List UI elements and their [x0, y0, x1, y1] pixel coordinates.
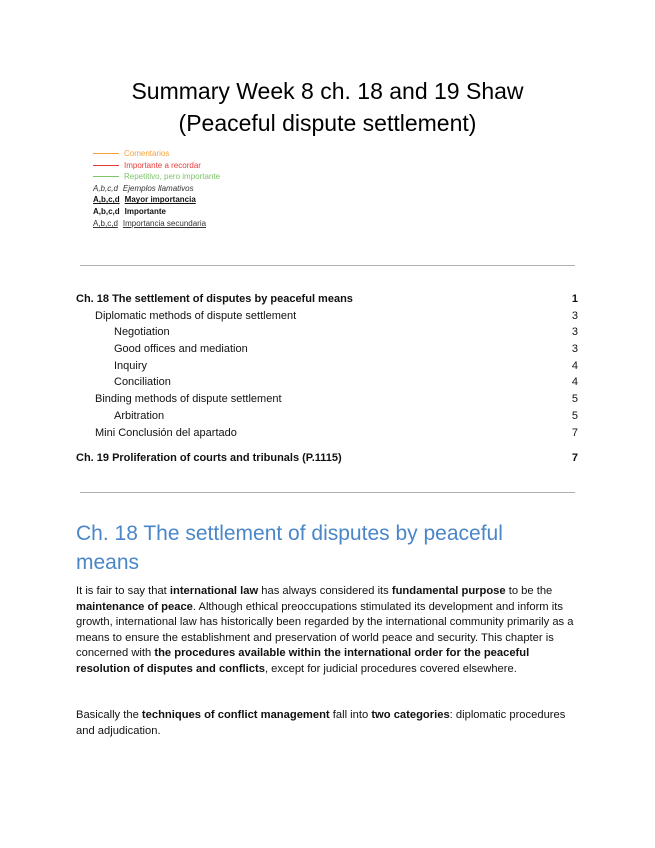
toc-entry-mini-conclusion[interactable]	[76, 426, 578, 440]
toc-entry-page: 7	[571, 452, 578, 464]
bold-text-run: two categories	[371, 709, 450, 721]
toc-entry-page: 3	[571, 310, 578, 322]
legend-important	[93, 206, 220, 218]
legend-prefix: A,b,c,d	[93, 183, 118, 193]
body-paragraph-1	[76, 584, 581, 678]
legend-label: Comentarios	[124, 149, 170, 158]
toc-entry-label: Ch. 18 The settlement of disputes by peaceful means	[76, 293, 353, 305]
text-run: It is fair to say that	[76, 585, 170, 597]
toc-entry-page: 5	[571, 410, 578, 422]
toc-entry-label: Mini Conclusión del apartado	[95, 427, 237, 439]
text-run: : diplomatic procedures and adjudication.	[76, 709, 566, 737]
toc-entry-inquiry[interactable]	[76, 359, 578, 373]
legend-prefix: A,b,c,d	[93, 218, 118, 228]
legend-secondary-importance	[93, 218, 220, 230]
text-run: has always considered its	[258, 585, 392, 597]
text-run: fall into	[329, 709, 372, 721]
toc-entry-negotiation[interactable]	[76, 325, 578, 339]
legend-comments	[93, 148, 220, 160]
body-paragraph-2	[76, 708, 581, 739]
toc-entry-page: 3	[571, 326, 578, 338]
legend-label: Ejemplos llamativos	[122, 183, 194, 193]
toc-entry-label: Ch. 19 Proliferation of courts and tribunals (P.1115)	[76, 452, 342, 464]
bold-text-run: maintenance of peace	[76, 600, 193, 613]
toc-entry-page: 5	[571, 393, 578, 405]
toc-entry-label: Inquiry	[114, 360, 148, 372]
toc-entry-binding-methods[interactable]	[76, 392, 578, 406]
section-heading-line-1: Ch. 18 The settlement of disputes by peaceful	[76, 522, 503, 545]
orange-line-swatch	[93, 153, 119, 154]
toc-entry-arbitration[interactable]	[76, 409, 578, 423]
document-title-line-1: Summary Week 8 ch. 18 and 19 Shaw	[131, 78, 524, 104]
toc-entry-good-offices[interactable]	[76, 342, 578, 356]
legend-prefix: A,b,c,d	[93, 206, 120, 216]
legend-label: Repetitivo, pero importante	[124, 172, 221, 182]
legend-repetitive	[93, 171, 220, 183]
section-heading	[76, 519, 576, 577]
text-run: . Although ethical preoccupations stimulated its development and inform its growth, international law has historically been regarded by the international community primarily as a means to ensure the establishment and preservation of world peace and security. This chapter is concerned with	[76, 600, 574, 660]
red-line-swatch	[93, 165, 119, 166]
toc-entry-label: Good offices and mediation	[114, 343, 248, 355]
legend-examples	[93, 183, 220, 195]
toc-entry-page: 1	[571, 293, 578, 305]
horizontal-rule	[80, 492, 575, 493]
color-legend	[93, 148, 220, 229]
document-title-line-2: (Peaceful dispute settlement)	[178, 110, 477, 136]
bold-text-run: international law	[169, 585, 259, 597]
bold-text-run: fundamental purpose	[391, 585, 506, 597]
toc-entry-page: 4	[571, 376, 578, 388]
toc-entry-page: 7	[571, 427, 578, 439]
bold-text-run: the procedures available within the international order for the peaceful resolution of disputes and conflicts	[76, 647, 530, 675]
toc-entry-label: Negotiation	[114, 326, 170, 338]
text-run: to be the	[505, 585, 553, 597]
toc-entry-label: Binding methods of dispute settlement	[95, 393, 282, 405]
legend-label: Importante	[124, 206, 167, 216]
toc-entry-label: Conciliation	[114, 376, 171, 388]
bold-text-run: techniques of conflict management	[141, 709, 330, 721]
text-run: , except for judicial procedures covered elsewhere.	[264, 662, 517, 675]
toc-entry-page: 4	[571, 360, 578, 372]
toc-entry-page: 3	[571, 343, 578, 355]
toc-entry-label: Arbitration	[114, 410, 165, 422]
legend-label: Importante a recordar	[124, 160, 201, 170]
toc-entry-diplomatic-methods[interactable]	[76, 309, 578, 323]
legend-prefix: A,b,c,d	[93, 195, 120, 205]
toc-entry-ch19[interactable]	[76, 451, 578, 465]
text-run: Basically the	[76, 709, 142, 721]
toc-entry-ch18[interactable]	[76, 292, 578, 306]
legend-label: Mayor importancia	[124, 195, 196, 205]
toc-entry-conciliation[interactable]	[76, 375, 578, 389]
toc-entry-label: Diplomatic methods of dispute settlement	[95, 310, 297, 322]
horizontal-rule	[80, 265, 575, 266]
section-heading-line-2: means	[76, 551, 140, 574]
legend-major-importance	[93, 194, 220, 206]
green-line-swatch	[93, 176, 119, 177]
legend-label: Importancia secundaria	[122, 218, 207, 228]
legend-important-remember	[93, 160, 220, 172]
